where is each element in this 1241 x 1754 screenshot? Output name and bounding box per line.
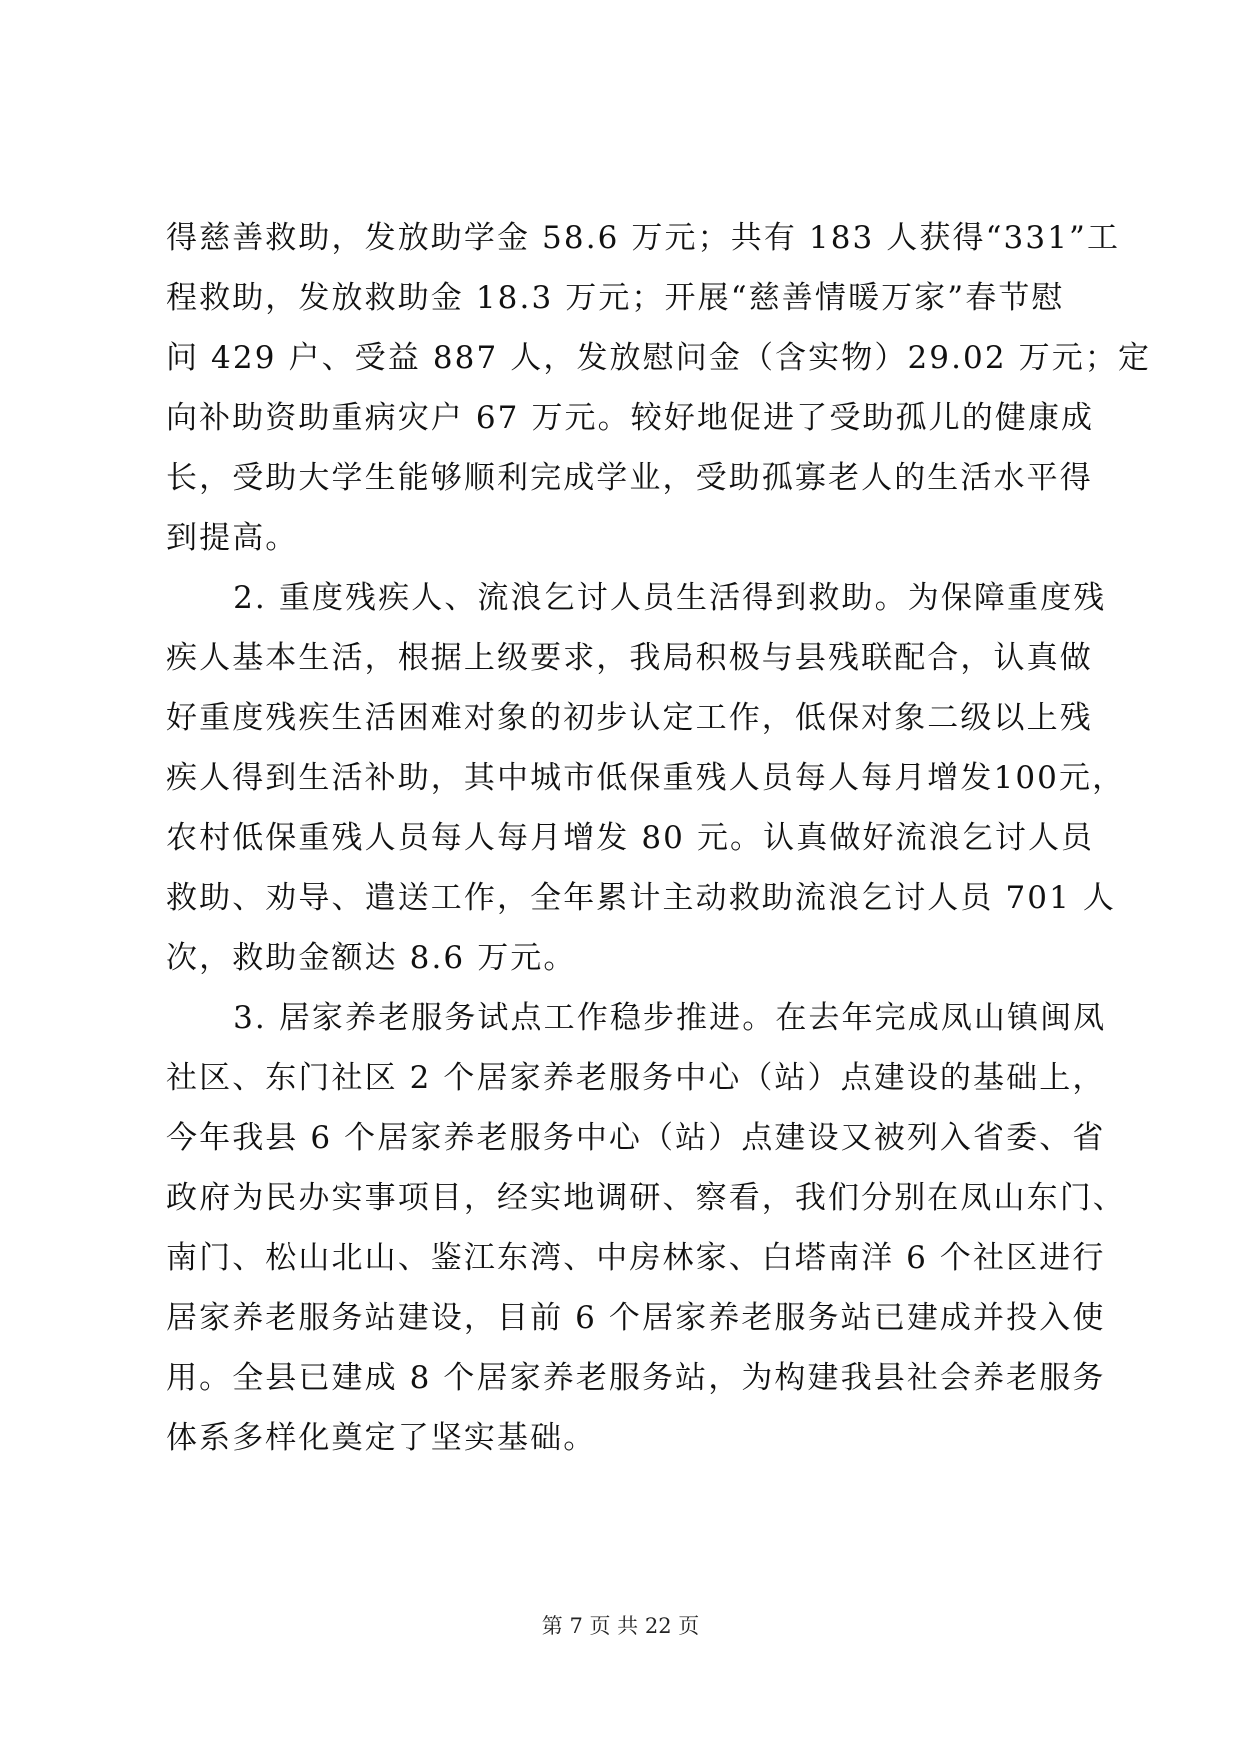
body-line: 疾人得到生活补助，其中城市低保重残人员每人每月增发100元，: [166, 760, 1126, 796]
body-line: 政府为民办实事项目，经实地调研、察看，我们分别在凤山东门、: [166, 1180, 1126, 1216]
body-line: 疾人基本生活，根据上级要求，我局积极与县残联配合，认真做: [166, 640, 1093, 676]
body-line: 3. 居家养老服务试点工作稳步推进。在去年完成凤山镇闽凤: [200, 1000, 1107, 1036]
body-line: 次，救助金额达 8.6 万元。: [166, 940, 577, 976]
body-line: 问 429 户、受益 887 人，发放慰问金（含实物）29.02 万元；定: [166, 340, 1152, 376]
body-line: 到提高。: [166, 520, 299, 556]
page-number-footer: 第 7 页 共 22 页: [541, 1614, 700, 1638]
body-line: 向补助资助重病灾户 67 万元。较好地促进了受助孤儿的健康成: [166, 400, 1095, 436]
body-line: 程救助，发放救助金 18.3 万元；开展“慈善情暖万家”春节慰: [166, 280, 1065, 316]
body-line: 社区、东门社区 2 个居家养老服务中心（站）点建设的基础上，: [166, 1060, 1106, 1096]
body-line: 今年我县 6 个居家养老服务中心（站）点建设又被列入省委、省: [166, 1120, 1106, 1156]
body-line: 2. 重度残疾人、流浪乞讨人员生活得到救助。为保障重度残: [200, 580, 1107, 616]
body-line: 农村低保重残人员每人每月增发 80 元。认真做好流浪乞讨人员: [166, 820, 1095, 856]
body-line: 居家养老服务站建设，目前 6 个居家养老服务站已建成并投入使: [166, 1300, 1106, 1336]
body-line: 得慈善救助，发放助学金 58.6 万元；共有 183 人获得“331”工: [166, 220, 1121, 256]
body-line: 好重度残疾生活困难对象的初步认定工作，低保对象二级以上残: [166, 700, 1093, 736]
body-line: 用。全县已建成 8 个居家养老服务站，为构建我县社会养老服务: [166, 1360, 1106, 1396]
body-line: 救助、劝导、遣送工作，全年累计主动救助流浪乞讨人员 701 人: [166, 880, 1116, 916]
body-line: 南门、松山北山、鉴江东湾、中房林家、白塔南洋 6 个社区进行: [166, 1240, 1106, 1276]
body-line: 体系多样化奠定了坚实基础。: [166, 1420, 597, 1456]
body-line: 长，受助大学生能够顺利完成学业，受助孤寡老人的生活水平得: [166, 460, 1093, 496]
